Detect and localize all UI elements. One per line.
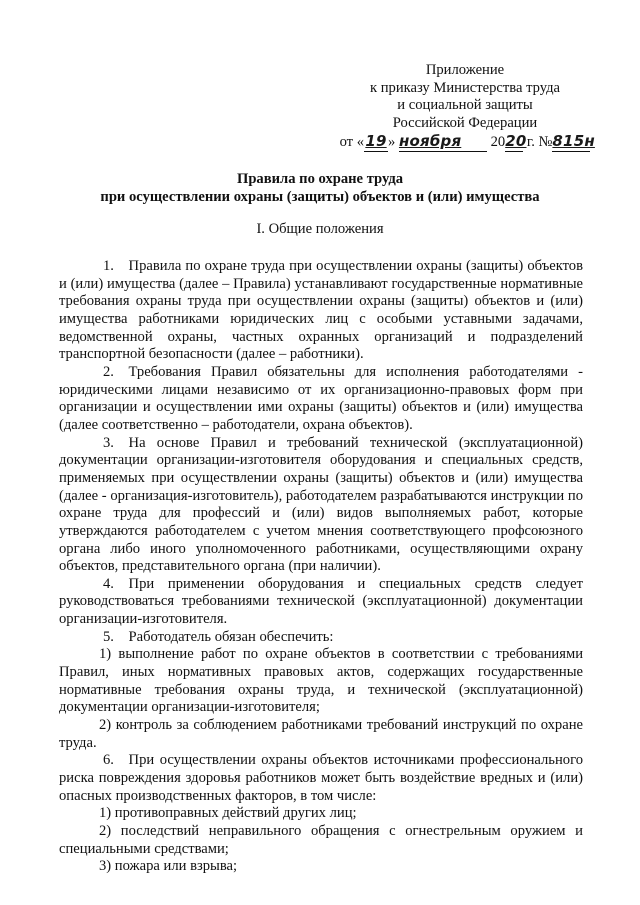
paragraph-1: 1. Правила по охране труда при осуществлении охраны (защиты) объектов и (или) имущества (далее – Правила) устанавливают государственные нормативные требования охраны труда при осуществлении охраны (защиты) объектов и (или) имущества работниками юридических лиц с особыми уставными задачами, ведомственной охраны, частных охранных организаций и подразделений транспортной безопасности (далее – работники). [59, 258, 583, 363]
section-heading: I. Общие положения [256, 221, 384, 237]
date-mid: » [388, 134, 396, 151]
paragraph-3: 3. На основе Правил и требований технической (эксплуатационной) документации организации-изготовителя оборудования и специальных средств, применяемых при осуществлении охраны (защиты) объектов и (или) имущества (далее - организация-изготовитель), работодателем разрабатываются инструкции по охране труда для профессий и (или) видов выполняемых работ, которые утверждаются работодателем с учетом мнения соответствующего профсоюзного органа либо иного уполномоченного работниками, осуществляющими охрану объектов, представительного органа (при наличии). [59, 434, 583, 575]
year-prefix: 20 [490, 134, 506, 151]
document-title [60, 171, 580, 207]
order-number: 815н [552, 132, 595, 151]
number-label: г. № [526, 134, 553, 151]
approval-date-line [330, 133, 600, 152]
approval-line: Приложение [425, 62, 505, 78]
paragraph-5-item-1: 1) выполнение работ по охране объектов в соответствии с требованиями Правил, иных нормативных правовых актов, содержащих государственные нормативные требования охраны труда, и технической (эксплуатационной) документации организации-изготовителя; [59, 646, 583, 716]
title-line-1: Правила по охране труда [236, 171, 404, 187]
date-day: 19 [365, 132, 387, 151]
date-month: ноября [399, 133, 487, 152]
approval-line: и социальной защиты [397, 97, 533, 114]
paragraph-6-item-3: 3) пожара или взрыва; [99, 858, 238, 875]
date-prefix: от « [339, 134, 364, 151]
year-suffix: 20 [505, 132, 527, 151]
paragraph-4: 4. При применении оборудования и специальных средств следует руководствоваться требованиями технической (эксплуатационной) документации организации-изготовителя. [59, 575, 583, 628]
approval-line: к приказу Министерства труда [369, 79, 561, 96]
paragraph-6: 6. При осуществлении охраны объектов источниками профессионального риска повреждения здоровья работников может быть воздействие вредных и (или) опасных производственных факторов, в том числе: [59, 752, 583, 804]
document-body [59, 258, 583, 876]
title-line-2: при осуществлении охраны (защиты) объектов и (или) имущества [100, 188, 540, 205]
paragraph-5-item-2: 2) контроль за соблюдением работниками требований инструкций по охране труда. [59, 717, 583, 751]
paragraph-6-item-2: 2) последствий неправильного обращения с огнестрельным оружием и специальными средствами; [59, 823, 583, 857]
approval-line: Российской Федерации [392, 114, 538, 131]
approval-block [330, 62, 600, 152]
paragraph-5: 5. Работодатель обязан обеспечить: [103, 628, 334, 645]
paragraph-2: 2. Требования Правил обязательны для исполнения работодателями - юридическими лицами независимо от их организационно-правовых форм при организации и осуществлении ими охраны (защиты) объектов и (или) имущества (далее соответственно – работодатели, охрана объектов). [59, 363, 583, 433]
paragraph-6-item-1: 1) противоправных действий других лиц; [99, 805, 357, 822]
